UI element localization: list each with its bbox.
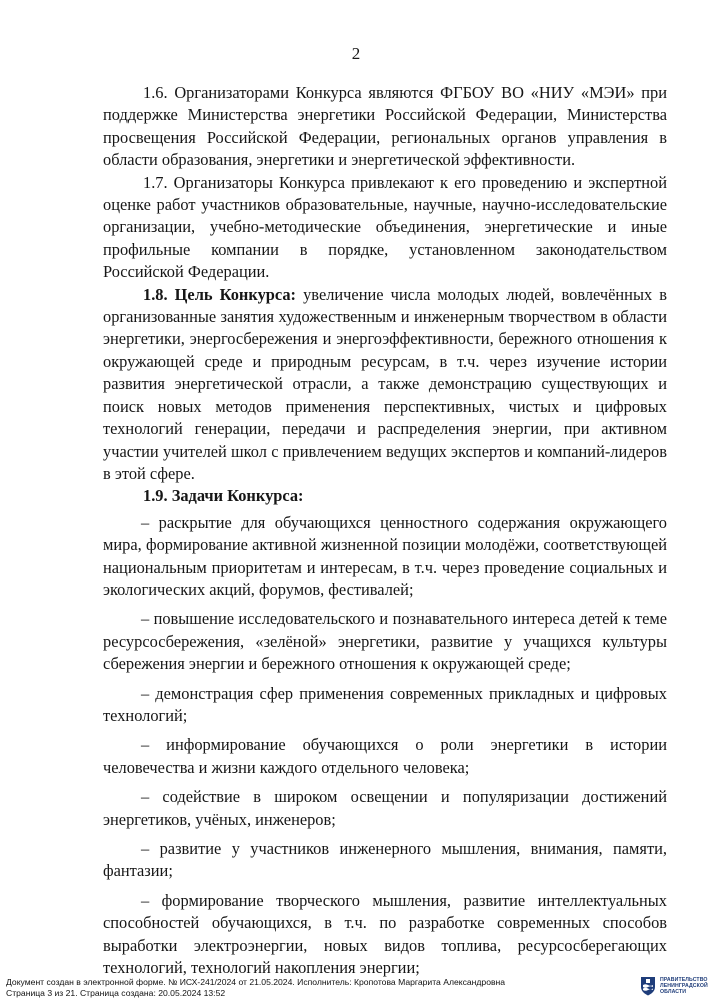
footer-line-page: Страница 3 из 21. Страница создана: 20.05.2024 13:52 — [6, 988, 226, 998]
paragraph-1-9 — [103, 485, 667, 507]
tasks-heading: Задачи Конкурса: — [171, 486, 304, 506]
task-item: – информирование обучающихся о роли энергетики в истории человечества и жизни каждого отдельного человека; — [103, 735, 667, 777]
page-number: 2 — [351, 44, 361, 63]
goal-heading: 1.8. Цель Конкурса: — [143, 284, 297, 304]
tasks-number: 1.9. — [143, 486, 172, 506]
document-footer — [6, 977, 606, 999]
task-item: – раскрытие для обучающихся ценностного содержания окружающего мира, формирование активной жизненной позиции молодёжи, соответствующей национальным приоритетам и интересам, в т.ч. через проведение социальных и экологических акций, форумов, фестивалей; — [103, 512, 667, 599]
task-item: – формирование творческого мышления, развитие интеллектуальных способностей обучающихся, в т.ч. по разработке современных способов выработки электроэнергии, новых видов топлива, ресурсосберегающих технологий, технологий накопления энергии; — [103, 890, 667, 978]
logo-text-line: ПРАВИТЕЛЬСТВО — [660, 977, 708, 983]
paragraph-1-7: 1.7. Организаторы Конкурса привлекают к его проведению и экспертной оценке работ участников образовательные, научные, научно-исследовательские организации, учебно-методические объединения, энергетические и иные профильные компании в порядке, установленном законодательством Российской Федерации. — [103, 172, 667, 282]
footer-line-document: Документ создан в электронной форме. № ИСХ-241/2024 от 21.05.2024. Исполнитель: Кропотова Маргарита Александровна — [6, 977, 506, 987]
task-item: – повышение исследовательского и познавательного интереса детей к теме ресурсосбережения, «зелёной» энергетики, развитие у учащихся культуры сбережения энергии и бережного отношения к окружающей среде; — [103, 609, 667, 674]
goal-text: увеличение числа молодых людей, вовлечённых в организованные занятия художественным и инженерным творчеством в области энергетики, энергосбережения и энергоэффективности, бережного отношения к окружающей среде и природным ресурсам, в т.ч. через изучение истории развития энергетической отрасли, а также демонстрацию существующих и поиск новых методов применения перспективных, чистых и цифровых технологий генерации, передачи и распределения энергии, при активном участии учителей школ с привлечением ведущих экспертов и компаний-лидеров в этой сфере. — [103, 284, 667, 483]
logo-text-line: ЛЕНИНГРАДСКОЙ — [660, 983, 708, 989]
task-item: – содействие в широком освещении и популяризации достижений энергетиков, учёных, инженеров; — [103, 787, 667, 829]
logo-text — [660, 977, 708, 995]
coat-of-arms-icon — [640, 976, 656, 996]
task-item: – развитие у участников инженерного мышления, внимания, памяти, фантазии; — [103, 839, 667, 881]
task-item: – демонстрация сфер применения современных прикладных и цифровых технологий; — [103, 683, 667, 725]
paragraph-1-6: 1.6. Организаторами Конкурса являются ФГБОУ ВО «НИУ «МЭИ» при поддержке Министерства энергетики Российской Федерации, Министерства просвещения Российской Федерации, региональных органов управления в области образования, энергетики и энергетической эффективности. — [103, 83, 667, 170]
paragraph-1-8 — [103, 284, 667, 486]
document-body — [103, 82, 667, 979]
logo-text-line: ОБЛАСТИ — [660, 989, 687, 995]
government-logo — [640, 976, 708, 998]
